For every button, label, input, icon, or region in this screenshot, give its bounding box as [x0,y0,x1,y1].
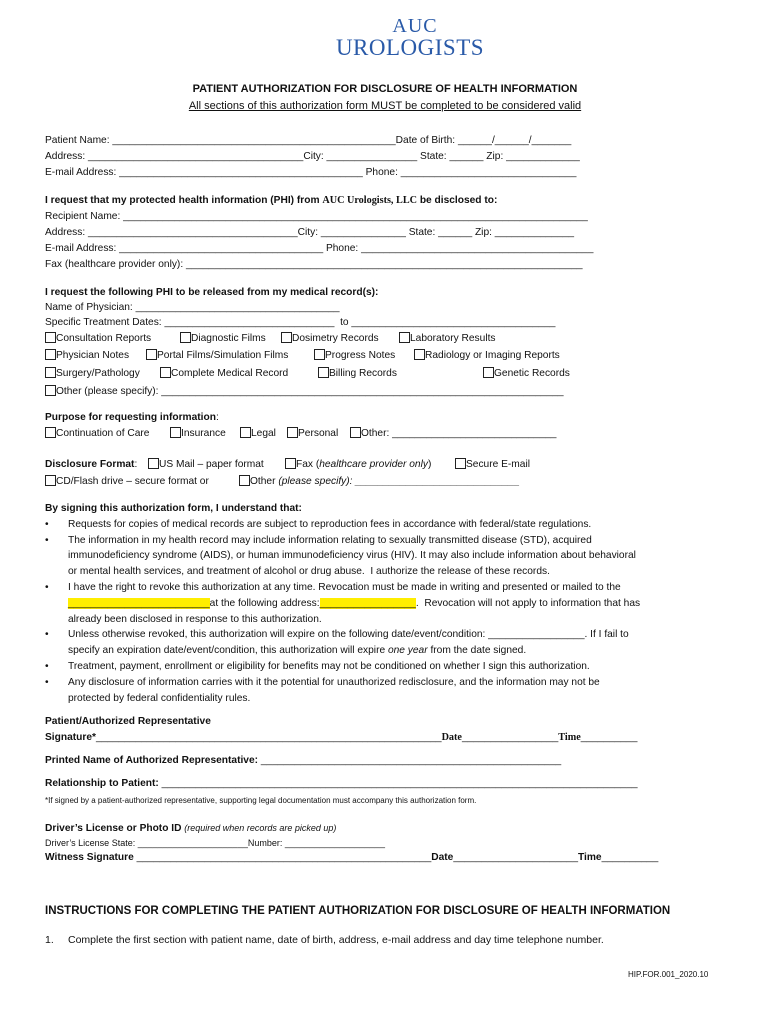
phi-checkbox-consultation[interactable] [45,332,151,345]
purpose-other[interactable] [350,427,556,440]
phi-checkbox-progress-notes[interactable] [314,349,395,362]
request-heading-end: be disclosed to: [416,195,498,206]
revocation-address-field[interactable]: _________________ [319,598,416,609]
signature-label: Signature* [45,732,96,743]
checkbox[interactable] [160,367,171,378]
relationship-line[interactable] [45,777,638,790]
revocation-recipient-field[interactable]: _________________________ [68,598,210,609]
checkbox-label: Other [250,476,279,487]
checkbox-label: Other: _____________________________ [361,428,557,439]
revocation-address-label: at the following address: [209,598,320,609]
checkbox-label-italic: healthcare provider only [319,459,428,470]
patient-line-3[interactable]: E-mail Address: ___________________________________________ Phone: _______________________________ [45,167,577,178]
form-title: PATIENT AUTHORIZATION FOR DISCLOSURE OF HEALTH INFORMATION [192,83,578,95]
phi-checkbox-radiology[interactable] [414,349,560,362]
checkbox[interactable] [414,349,425,360]
checkbox[interactable] [146,349,157,360]
understand-item-4a[interactable]: Unless otherwise revoked, this authorization will expire on the following date/event/condition: _________________. If I fail to [68,629,629,640]
understand-item-6a: Any disclosure of information carries with it the potential for unauthorized redisclosure, and the information may not be [68,677,600,688]
checkbox-label: Dosimetry Records [292,333,379,344]
printed-name-line[interactable] [45,754,561,767]
instructions-step-1: Complete the first section with patient name, date of birth, address, e-mail address and day time telephone number. [68,934,604,946]
witness-date-field[interactable]: ______________________ [453,852,578,863]
checkbox[interactable] [45,385,56,396]
instructions-heading: INSTRUCTIONS FOR COMPLETING THE PATIENT AUTHORIZATION FOR DISCLOSURE OF HEALTH INFORMATION [45,905,671,917]
checkbox[interactable] [483,367,494,378]
checkbox[interactable] [148,458,159,469]
format-label [45,458,137,471]
checkbox[interactable] [45,349,56,360]
phi-checkbox-complete-record[interactable] [160,367,288,380]
checkbox[interactable] [45,427,56,438]
request-heading-org: AUC Urologists, LLC [322,195,417,206]
printed-name-field[interactable]: _____________________________________________________ [260,755,562,766]
checkbox-label: Surgery/Pathology [56,368,140,379]
format-secure-email[interactable] [455,458,530,471]
printed-name-label: Printed Name of Authorized Representative: [45,755,261,766]
checkbox-label: Complete Medical Record [171,368,289,379]
phi-heading: I request the following PHI to be released from my medical record(s): [45,287,379,298]
instructions-step-number: 1. [45,934,54,946]
checkbox[interactable] [455,458,466,469]
checkbox[interactable] [45,332,56,343]
checkbox[interactable] [318,367,329,378]
format-us-mail[interactable] [148,458,264,471]
relationship-field[interactable]: ____________________________________________________________________________________ [161,778,638,789]
physician-line[interactable]: Name of Physician: ____________________________________ [45,302,340,313]
format-other[interactable] [239,475,520,488]
purpose-personal[interactable] [287,427,338,440]
understand-item-2a: The information in my health record may include information relating to sexually transmitted disease (STD), acquired [68,535,592,546]
understand-item-5: Treatment, payment, enrollment or eligibility for benefits may not be conditioned on whether I sign this authorization. [68,661,590,672]
recipient-name-line[interactable]: Recipient Name: __________________________________________________________________________________ [45,211,588,222]
bullet: • [45,677,49,688]
checkbox-label: Legal [251,428,276,439]
witness-line[interactable] [45,851,658,864]
checkbox-label: Continuation of Care [56,428,150,439]
checkbox-label: Secure E-mail [466,459,530,470]
witness-label: Witness Signature [45,852,137,863]
revocation-text-end: . Revocation will not apply to information that has [415,598,641,609]
phi-checkbox-billing[interactable] [318,367,397,380]
expiration-text: specify an expiration date/event/condition, this authorization will expire [68,645,388,656]
phi-checkbox-physician-notes[interactable] [45,349,129,362]
purpose-heading [45,411,219,424]
bullet: • [45,519,49,530]
expiration-one-year: one year [387,645,428,656]
checkbox-label: Diagnostic Films [191,333,266,344]
checkbox-label: Fax ( [296,459,320,470]
checkbox[interactable] [45,475,56,486]
recipient-fax-line[interactable]: Fax (healthcare provider only): ______________________________________________________________________ [45,259,583,270]
phi-checkbox-genetic[interactable] [483,367,570,380]
understand-item-2b: immunodeficiency syndrome (AIDS), or human immunodeficiency virus (HIV). It may also include information about behavioral [68,550,636,561]
recipient-address-line[interactable]: Address: _____________________________________City: _______________ State: ______ Zip: ______________ [45,227,575,238]
understand-item-3c: already been disclosed in response to this authorization. [68,614,322,625]
understand-item-3b [68,597,640,610]
understand-item-3a: I have the right to revoke this authorization at any time. Revocation must be made in writing and presented or mailed to the [68,582,621,593]
witness-date-label: Date [431,852,454,863]
checkbox-label: Insurance [181,428,226,439]
checkbox[interactable] [350,427,361,438]
phi-checkbox-diagnostic[interactable] [180,332,266,345]
patient-line-2[interactable]: Address: ______________________________________City: ________________ State: ______ Zip: _____________ [45,151,580,162]
checkbox-label: US Mail – paper format [159,459,264,470]
phi-checkbox-laboratory[interactable] [399,332,496,345]
checkbox[interactable] [314,349,325,360]
representative-footnote: *If signed by a patient-authorized representative, supporting legal documentation must accompany this authorization form. [45,796,477,805]
understand-item-2c: or mental health services, and treatment of alcohol or drug abuse. I authorize the release of these records. [68,566,550,577]
signature-field[interactable]: _____________________________________________________________ [95,732,442,743]
request-heading [45,194,497,207]
bullet: • [45,661,49,672]
form-code: HIP.FOR.001_2020.10 [628,970,709,979]
witness-field[interactable]: ____________________________________________________ [136,852,432,863]
date-label: Date [441,732,462,743]
relationship-label: Relationship to Patient: [45,778,162,789]
bullet: • [45,535,49,546]
format-fax[interactable] [285,458,431,471]
checkbox-label: Progress Notes [325,350,396,361]
checkbox-label: Laboratory Results [410,333,496,344]
format-label-text: Disclosure Format [45,459,135,470]
checkbox[interactable] [240,427,251,438]
checkbox-label: Personal [298,428,339,439]
treatment-dates-line[interactable]: Specific Treatment Dates: ______________________________ to ____________________________________ [45,317,556,328]
purpose-heading-text: Purpose for requesting information [45,412,216,423]
date-field[interactable]: _________________ [461,732,559,743]
phi-checkbox-surgery[interactable] [45,367,140,380]
purpose-legal[interactable] [240,427,276,440]
checkbox[interactable] [180,332,191,343]
checkbox[interactable] [239,475,250,486]
checkbox[interactable] [281,332,292,343]
purpose-continuation[interactable] [45,427,149,440]
checkbox[interactable] [170,427,181,438]
checkbox-label-italic: (please specify): _____________________________ [278,476,520,487]
witness-time-field[interactable]: __________ [601,852,659,863]
patient-line-1[interactable]: Patient Name: __________________________________________________Date of Birth: ______/______/_______ [45,135,572,146]
checkbox-label-end: ) [427,459,432,470]
checkbox-label: Physician Notes [56,350,130,361]
license-heading [45,822,336,835]
phi-checkbox-dosimetry[interactable] [281,332,379,345]
license-note: (required when records are picked up) [184,823,337,833]
checkbox-label: Billing Records [329,368,397,379]
format-colon: : [134,459,138,470]
bullet: • [45,582,49,593]
recipient-email-line[interactable]: E-mail Address: ____________________________________ Phone: _________________________________________ [45,243,594,254]
license-state-line[interactable]: Driver’s License State: ______________________Number: ____________________ [45,838,385,848]
logo-urologists: UROLOGISTS [335,35,485,60]
checkbox-label: Other (please specify): _______________________________________________________________________ [56,386,564,397]
checkbox[interactable] [287,427,298,438]
understand-heading: By signing this authorization form, I understand that: [45,503,302,514]
checkbox-label: Genetic Records [494,368,570,379]
understand-item-1: Requests for copies of medical records are subject to reproduction fees in accordance with federal/state regulations. [68,519,592,530]
checkbox-label: Radiology or Imaging Reports [425,350,560,361]
time-field[interactable]: __________ [580,732,638,743]
checkbox[interactable] [45,367,56,378]
checkbox-label: Portal Films/Simulation Films [157,350,289,361]
rep-label: Patient/Authorized Representative [45,716,211,727]
format-cd[interactable] [45,475,209,488]
understand-item-4b [68,644,526,657]
checkbox-label: CD/Flash drive – secure format or [56,476,209,487]
phi-checkbox-other[interactable] [45,385,564,398]
time-label: Time [558,732,581,743]
bullet: • [45,629,49,640]
form-subtitle: All sections of this authorization form MUST be completed to be considered valid [188,100,582,112]
checkbox[interactable] [399,332,410,343]
signature-line[interactable] [45,731,637,744]
purpose-insurance[interactable] [170,427,226,440]
checkbox-label: Consultation Reports [56,333,152,344]
witness-time-label: Time [578,852,602,863]
logo-auc: AUC [392,15,438,37]
phi-checkbox-portal-films[interactable] [146,349,288,362]
license-heading-text: Driver’s License or Photo ID [45,823,185,834]
request-heading-start: I request that my protected health information (PHI) from [45,195,323,206]
purpose-colon: : [215,412,219,423]
checkbox[interactable] [285,458,296,469]
understand-item-6b: protected by federal confidentiality rules. [68,693,251,704]
expiration-text-end: from the date signed. [427,645,527,656]
